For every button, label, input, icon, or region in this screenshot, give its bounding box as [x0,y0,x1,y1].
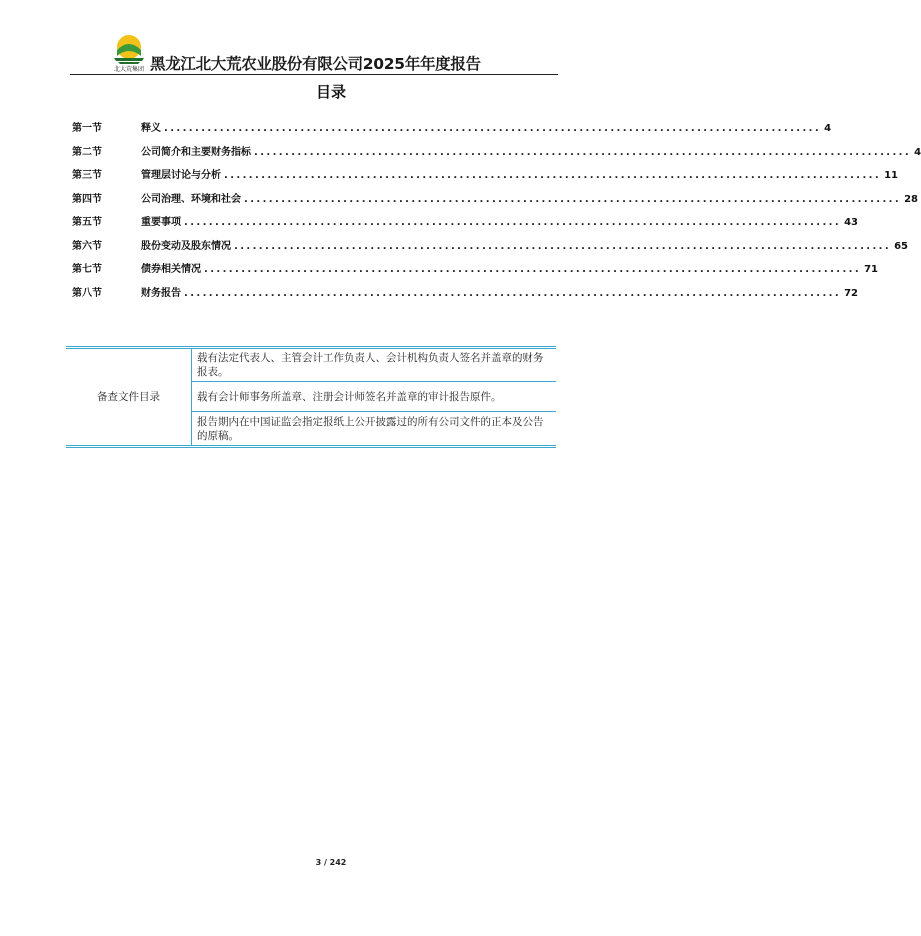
toc-entry[interactable] [72,166,898,190]
toc-section-title: 公司简介和主要财务指标 [141,146,251,158]
toc-leader-dots: .......................................................................................................... [184,217,842,228]
toc-section-number: 第八节 [72,287,102,299]
toc-entry[interactable] [72,119,832,143]
toc-page-number: 11 [884,170,898,181]
toc-page-number: 71 [864,264,878,275]
toc-leader-dots: .......................................................................................................... [204,264,862,275]
table-of-contents [72,119,921,307]
header-divider [70,74,558,75]
table-top-border [66,346,556,349]
toc-entry[interactable] [72,237,908,261]
toc-section-number: 第二节 [72,146,102,158]
toc-section-title: 公司治理、环境和社会 [141,193,241,205]
toc-entry[interactable] [72,284,858,308]
toc-page-number: 28 [904,193,918,205]
toc-page-number: 43 [844,217,858,228]
table-bottom-border [66,445,556,448]
toc-leader-dots: .......................................................................................................... [184,287,842,299]
toc-entry[interactable] [72,260,878,284]
toc-page-number: 4 [824,123,832,134]
toc-leader-dots: .......................................................................................................... [244,193,902,205]
toc-page-number: 4 [914,146,921,158]
toc-section-number: 第五节 [72,217,102,228]
table-row-divider [191,381,556,382]
toc-section-number: 第三节 [72,170,102,181]
toc-section-title: 股份变动及股东情况 [141,240,231,252]
reference-doc-item: 报告期内在中国证监会指定报纸上公开披露过的所有公司文件的正本及公告的原稿。 [197,416,544,442]
table-row-divider [191,411,556,412]
toc-page-number: 65 [894,240,908,252]
toc-page-number: 72 [844,287,858,299]
page-number: 3 / 242 [315,858,347,867]
reference-docs-label: 备查文件目录 [97,391,160,403]
toc-heading: 目录 [315,83,346,101]
toc-section-title: 债券相关情况 [141,264,201,275]
toc-leader-dots: .......................................................................................................... [254,146,912,158]
table-column-divider [191,349,192,445]
toc-section-number: 第六节 [72,240,102,252]
toc-section-title: 管理层讨论与分析 [141,170,221,181]
logo-caption: 北大荒集团 [113,66,144,73]
report-title: 黑龙江北大荒农业股份有限公司2025年年度报告 [150,55,481,73]
toc-leader-dots: .......................................................................................................... [234,240,892,252]
reference-doc-item: 载有会计师事务所盖章、注册会计师签名并盖章的审计报告原件。 [197,391,502,403]
toc-leader-dots: .......................................................................................................... [224,170,882,181]
toc-section-title: 重要事项 [141,217,181,228]
toc-section-number: 第四节 [72,193,102,205]
toc-section-title: 财务报告 [141,287,181,299]
toc-section-number: 第七节 [72,264,102,275]
toc-entry[interactable] [72,190,918,214]
toc-section-number: 第一节 [72,123,102,134]
reference-doc-item: 载有法定代表人、主管会计工作负责人、会计机构负责人签名并盖章的财务报表。 [197,352,544,378]
toc-leader-dots: .......................................................................................................... [164,123,822,134]
toc-entry[interactable] [72,143,921,167]
toc-entry[interactable] [72,213,858,237]
toc-section-title: 释义 [141,123,161,134]
